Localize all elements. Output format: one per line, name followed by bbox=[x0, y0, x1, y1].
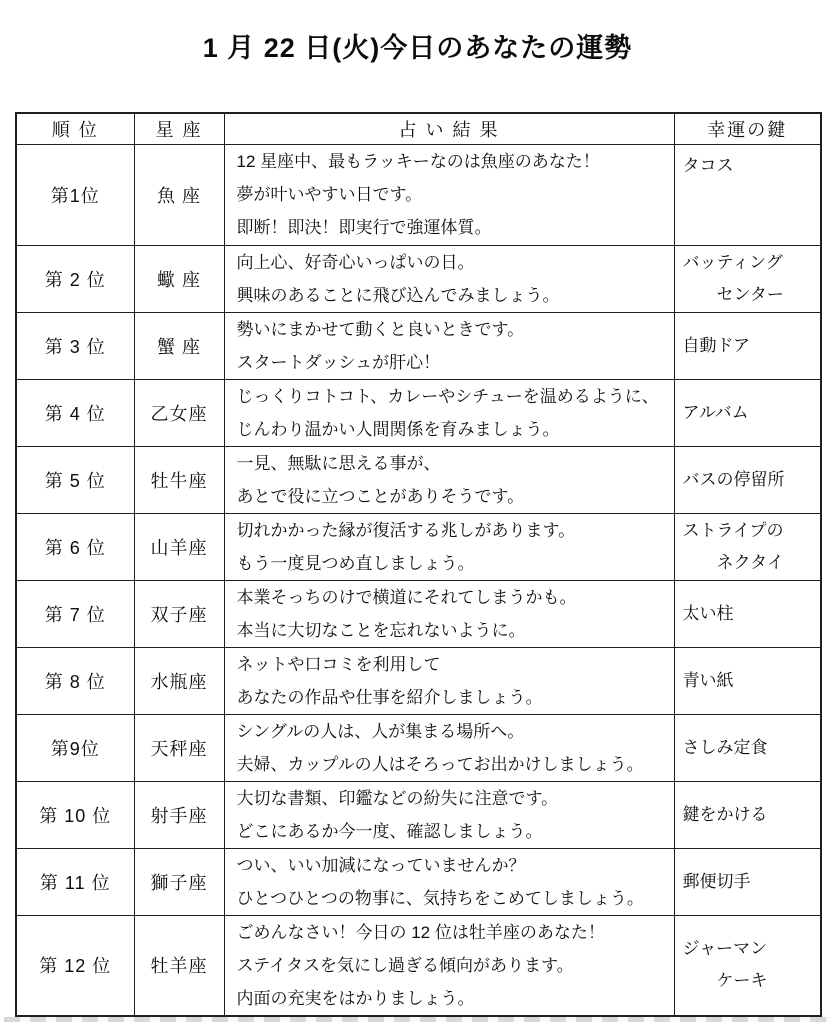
sign-cell: 獅子座 bbox=[134, 848, 224, 915]
col-header-rank: 順 位 bbox=[16, 113, 134, 144]
result-line: もう一度見つめ直しましょう。 bbox=[236, 553, 475, 573]
lucky-line: 青い紙 bbox=[682, 670, 734, 690]
rank-cell: 第9位 bbox=[16, 714, 134, 781]
result-cell bbox=[224, 513, 674, 580]
fortune-table bbox=[15, 112, 822, 1017]
rank-cell: 第 10 位 bbox=[16, 781, 134, 848]
lucky-cell bbox=[674, 144, 821, 245]
col-header-lucky: 幸運の鍵 bbox=[674, 113, 821, 144]
rank-cell: 第 6 位 bbox=[16, 513, 134, 580]
result-line: 本業そっちのけで横道にそれてしまうかも。 bbox=[236, 587, 577, 607]
lucky-line: ケーキ bbox=[716, 971, 768, 991]
lucky-cell bbox=[674, 379, 821, 446]
lucky-line: アルバム bbox=[682, 402, 749, 422]
lucky-line: 自動ドア bbox=[682, 335, 750, 355]
table-row bbox=[16, 312, 821, 379]
lucky-line: ストライプの bbox=[682, 520, 784, 540]
lucky-line: バッティング bbox=[682, 252, 783, 272]
lucky-cell bbox=[674, 513, 821, 580]
rank-cell: 第 4 位 bbox=[16, 379, 134, 446]
sign-cell: 射手座 bbox=[134, 781, 224, 848]
table-row bbox=[16, 144, 821, 245]
table-row bbox=[16, 379, 821, 446]
result-line: スタートダッシュが肝心！ bbox=[236, 352, 441, 372]
rank-cell: 第 5 位 bbox=[16, 446, 134, 513]
table-body bbox=[16, 144, 821, 1016]
rank-cell: 第 8 位 bbox=[16, 647, 134, 714]
table-row bbox=[16, 714, 821, 781]
result-line: どこにあるか今一度、確認しましょう。 bbox=[236, 821, 543, 841]
table-row bbox=[16, 848, 821, 915]
result-cell bbox=[224, 714, 674, 781]
rank-cell: 第 7 位 bbox=[16, 580, 134, 647]
table-row bbox=[16, 647, 821, 714]
lucky-line: センター bbox=[716, 284, 784, 304]
result-line: 大切な書類、印鑑などの紛失に注意です。 bbox=[236, 788, 559, 808]
result-line: 内面の充実をはかりましょう。 bbox=[236, 988, 475, 1008]
scan-artifact-strip bbox=[4, 1017, 830, 1022]
lucky-cell bbox=[674, 781, 821, 848]
result-cell bbox=[224, 144, 674, 245]
result-cell bbox=[224, 312, 674, 379]
result-line: 勢いにまかせて動くと良いときです。 bbox=[236, 319, 525, 339]
lucky-cell bbox=[674, 446, 821, 513]
result-cell bbox=[224, 379, 674, 446]
col-header-result: 占 い 結 果 bbox=[224, 113, 674, 144]
lucky-cell bbox=[674, 312, 821, 379]
table-row bbox=[16, 781, 821, 848]
sign-cell: 牡牛座 bbox=[134, 446, 224, 513]
result-line: つい、いい加減になっていませんか？ bbox=[236, 855, 526, 875]
lucky-cell bbox=[674, 714, 821, 781]
result-line: ひとつひとつの物事に、気持ちをこめてしましょう。 bbox=[236, 888, 644, 908]
lucky-line: さしみ定食 bbox=[682, 737, 768, 757]
lucky-cell bbox=[674, 580, 821, 647]
result-cell bbox=[224, 446, 674, 513]
result-cell bbox=[224, 647, 674, 714]
result-cell bbox=[224, 580, 674, 647]
result-line: じっくりコトコト、カレーやシチューを温めるように、 bbox=[236, 386, 659, 406]
result-line: 本当に大切なことを忘れないように。 bbox=[236, 620, 526, 640]
result-line: ネットや口コミを利用して bbox=[236, 654, 441, 674]
result-cell bbox=[224, 781, 674, 848]
table-row bbox=[16, 513, 821, 580]
lucky-line: 郵便切手 bbox=[682, 871, 751, 891]
lucky-line: ジャーマン bbox=[682, 939, 768, 959]
table-row bbox=[16, 446, 821, 513]
lucky-line: 鍵をかける bbox=[682, 804, 768, 824]
result-line: 一見、無駄に思える事が、 bbox=[236, 453, 441, 473]
sign-cell: 双子座 bbox=[134, 580, 224, 647]
lucky-cell bbox=[674, 848, 821, 915]
sign-cell: 蠍 座 bbox=[134, 245, 224, 312]
table-row bbox=[16, 245, 821, 312]
rank-cell: 第1位 bbox=[16, 144, 134, 245]
sign-cell: 天秤座 bbox=[134, 714, 224, 781]
lucky-line: 太い柱 bbox=[682, 603, 734, 623]
result-line: 夢が叶いやすい日です。 bbox=[236, 185, 423, 204]
lucky-line: バスの停留所 bbox=[682, 469, 785, 489]
sign-cell: 牡羊座 bbox=[134, 915, 224, 1016]
result-line: あとで役に立つことがありそうです。 bbox=[236, 486, 525, 506]
rank-cell: 第 11 位 bbox=[16, 848, 134, 915]
result-line: ステイタスを気にし過ぎる傾向があります。 bbox=[236, 955, 574, 975]
col-header-sign: 星 座 bbox=[134, 113, 224, 144]
result-cell bbox=[224, 848, 674, 915]
result-cell bbox=[224, 245, 674, 312]
sign-cell: 蟹 座 bbox=[134, 312, 224, 379]
result-line: 12 星座中、最もラッキーなのは魚座のあなた！ bbox=[236, 152, 600, 171]
result-line: 切れかかった縁が復活する兆しがあります。 bbox=[236, 520, 576, 540]
table-row bbox=[16, 915, 821, 1016]
result-line: 夫婦、カップルの人はそろってお出かけしましょう。 bbox=[236, 754, 644, 774]
header-row bbox=[16, 113, 821, 144]
result-line: あなたの作品や仕事を紹介しましょう。 bbox=[236, 687, 543, 707]
result-line: ごめんなさい！今日の 12 位は牡羊座のあなた！ bbox=[236, 922, 605, 942]
sign-cell: 魚 座 bbox=[134, 144, 224, 245]
sign-cell: 山羊座 bbox=[134, 513, 224, 580]
result-line: シングルの人は、人が集まる場所へ。 bbox=[236, 721, 525, 741]
lucky-line: タコス bbox=[682, 155, 734, 175]
result-line: 向上心、好奇心いっぱいの日。 bbox=[236, 252, 475, 272]
result-line: 興味のあることに飛び込んでみましょう。 bbox=[236, 285, 560, 305]
result-cell bbox=[224, 915, 674, 1016]
table-row bbox=[16, 580, 821, 647]
sign-cell: 乙女座 bbox=[134, 379, 224, 446]
lucky-line: ネクタイ bbox=[716, 552, 784, 572]
lucky-cell bbox=[674, 245, 821, 312]
lucky-cell bbox=[674, 915, 821, 1016]
rank-cell: 第 2 位 bbox=[16, 245, 134, 312]
sign-cell: 水瓶座 bbox=[134, 647, 224, 714]
result-line: 即断！即決！即実行で強運体質。 bbox=[236, 218, 492, 237]
result-line: じんわり温かい人間関係を育みましょう。 bbox=[236, 419, 560, 439]
rank-cell: 第 12 位 bbox=[16, 915, 134, 1016]
lucky-cell bbox=[674, 647, 821, 714]
rank-cell: 第 3 位 bbox=[16, 312, 134, 379]
page-title: 1 月 22 日(火)今日のあなたの運勢 bbox=[202, 33, 633, 63]
